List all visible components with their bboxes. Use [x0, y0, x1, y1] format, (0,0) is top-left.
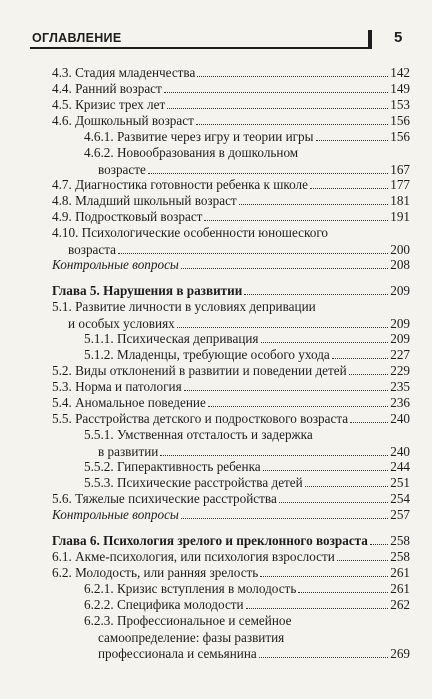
- toc-entry: [52, 507, 410, 524]
- leader-dots: [164, 81, 388, 93]
- toc-entry-title-cont: возрасте: [98, 161, 146, 177]
- leader-dots: [260, 565, 388, 577]
- toc-entry: [52, 491, 410, 508]
- leader-dots: [181, 507, 388, 519]
- leader-dots: [177, 316, 388, 328]
- page-number: 5: [394, 29, 403, 46]
- toc-entry-title: 5.1.2. Младенцы, требующие особого ухода: [84, 347, 330, 362]
- toc-entry-title: 4.7. Диагностика готовности ребенка к школе: [52, 177, 308, 192]
- toc-entry: [52, 395, 410, 412]
- toc-entry: [52, 209, 410, 226]
- leader-dots: [350, 411, 388, 423]
- leader-dots: [246, 597, 389, 609]
- leader-dots: [160, 444, 388, 456]
- leader-dots: [118, 242, 388, 254]
- toc-entry: [84, 129, 410, 146]
- toc-entry-title: 5.5. Расстройства детского и подросткового возраста: [52, 411, 349, 426]
- toc-entry: [52, 257, 410, 274]
- toc-entry-title: 6.2.1. Кризис вступления в молодость: [84, 581, 297, 596]
- toc-entry-page: 257: [390, 507, 410, 522]
- toc-entry: [84, 581, 410, 598]
- leader-dots: [305, 475, 389, 487]
- toc-entry: [84, 347, 410, 364]
- toc-entry-title: 4.6.1. Развитие через игру и теории игры: [84, 129, 314, 144]
- toc-entry-page: 258: [390, 549, 410, 564]
- toc-entry-page: 261: [390, 565, 410, 580]
- toc-entry-page: 208: [390, 257, 410, 272]
- leader-dots: [196, 113, 388, 125]
- toc-entry-title-cont: в развитии: [98, 443, 159, 459]
- leader-dots: [337, 549, 388, 561]
- leader-dots: [197, 65, 388, 77]
- toc-entry: [84, 597, 410, 614]
- running-header: [30, 28, 402, 48]
- toc-entry-page: 209: [390, 331, 410, 346]
- toc-entry: [52, 193, 410, 210]
- toc-entry-page: 244: [390, 459, 410, 474]
- toc-entry-page: 156: [390, 129, 410, 144]
- toc-entry-page: 235: [390, 379, 410, 394]
- toc-entry-page: 156: [390, 113, 410, 128]
- toc-entry-title: 5.3. Норма и патология: [52, 379, 182, 394]
- leader-dots: [184, 379, 389, 391]
- toc-entry-title: 4.6. Дошкольный возраст: [52, 113, 194, 128]
- toc-entry-title: 5.4. Аномальное поведение: [52, 395, 206, 410]
- toc-entry: [52, 97, 410, 114]
- toc-chapter-title: Глава 5. Нарушения в развитии: [52, 283, 243, 298]
- toc-entry: [52, 363, 410, 380]
- toc-entry-title: 5.5.1. Умственная отсталость и задержка: [84, 427, 313, 442]
- toc-entry-title: 5.5.2. Гиперактивность ребенка: [84, 459, 261, 474]
- header-rule: [30, 47, 370, 49]
- leader-dots: [239, 193, 389, 205]
- leader-dots: [332, 347, 388, 359]
- toc-entry-page: 236: [390, 395, 410, 410]
- toc-entry: [52, 299, 410, 332]
- toc-entry-page: 269: [390, 646, 410, 661]
- header-title: ОГЛАВЛЕНИЕ: [32, 31, 122, 45]
- leader-dots: [263, 459, 389, 471]
- toc-chapter-title: Глава 6. Психология зрелого и преклонного возраста: [52, 533, 368, 548]
- toc-entry-page: 240: [390, 443, 410, 459]
- toc-entry-title: 5.1. Развитие личности в условиях депривации: [52, 299, 316, 314]
- toc-entry-title: 5.6. Тяжелые психические расстройства: [52, 491, 277, 506]
- toc-entry-title: 4.3. Стадия младенчества: [52, 65, 196, 80]
- toc-entry: [52, 65, 410, 82]
- toc-entry-title: 4.9. Подростковый возраст: [52, 209, 203, 224]
- toc-entry-title: Контрольные вопросы: [52, 507, 179, 522]
- toc-chapter-entry: [52, 283, 410, 300]
- toc-entry-page: 240: [390, 411, 410, 426]
- toc-entry-page: 153: [390, 97, 410, 112]
- leader-dots: [370, 533, 388, 545]
- toc-entry-page: 209: [390, 283, 410, 298]
- toc-entry-page: 142: [390, 65, 410, 80]
- header-rule-end-mark: [368, 30, 372, 49]
- toc-entry-page: 209: [390, 315, 410, 331]
- toc-entry-title: 5.1.1. Психическая депривация: [84, 331, 259, 346]
- toc-chapter-entry: [52, 533, 410, 550]
- toc-entry-title: 4.5. Кризис трех лет: [52, 97, 166, 112]
- toc-entry: [52, 177, 410, 194]
- toc-entry-page: 149: [390, 81, 410, 96]
- toc-entry-page: 181: [390, 193, 410, 208]
- toc-entry: [84, 613, 410, 663]
- toc-entry: [52, 113, 410, 130]
- toc-entry-page: 227: [390, 347, 410, 362]
- toc-entry: [84, 475, 410, 492]
- toc-entry: [52, 81, 410, 98]
- toc-entry-page: 254: [390, 491, 410, 506]
- toc-entry-page: 229: [390, 363, 410, 378]
- toc-entry-title: 5.2. Виды отклонений в развитии и поведении детей: [52, 363, 347, 378]
- toc-entry-page: 251: [390, 475, 410, 490]
- toc-entry: [84, 331, 410, 348]
- toc-entry: [52, 225, 410, 258]
- toc-entry: [52, 379, 410, 396]
- toc-entry-title: 4.4. Ранний возраст: [52, 81, 162, 96]
- toc-entry-page: 167: [390, 161, 410, 177]
- toc-entry-page: 191: [390, 209, 410, 224]
- toc-entry-title: Контрольные вопросы: [52, 257, 179, 272]
- leader-dots: [208, 395, 388, 407]
- toc-entry: [84, 427, 410, 460]
- toc-entry-title: 4.8. Младший школьный возраст: [52, 193, 237, 208]
- toc-entry: [52, 565, 410, 582]
- leader-dots: [259, 646, 388, 658]
- toc-entry-title-cont: самоопределение: фазы развития: [98, 629, 285, 645]
- toc-entry: [52, 411, 410, 428]
- toc-entry-page: 258: [390, 533, 410, 548]
- leader-dots: [316, 129, 389, 141]
- leader-dots: [167, 97, 388, 109]
- leader-dots: [261, 331, 389, 343]
- toc-entry-title: 5.5.3. Психические расстройства детей: [84, 475, 303, 490]
- toc-entry: [52, 549, 410, 566]
- toc-entry-title: 6.2. Молодость, или ранняя зрелость: [52, 565, 259, 580]
- leader-dots: [349, 363, 389, 375]
- toc-entry-page: 262: [390, 597, 410, 612]
- toc-entry-title: 4.6.2. Новообразования в дошкольном: [84, 145, 299, 160]
- toc-entry-page: 177: [390, 177, 410, 192]
- toc-entry: [84, 145, 410, 178]
- toc-entry-title: 4.10. Психологические особенности юношеского: [52, 225, 329, 240]
- leader-dots: [204, 209, 388, 221]
- leader-dots: [310, 177, 388, 189]
- toc-entry-title: 6.2.3. Профессиональное и семейное: [84, 613, 292, 628]
- leader-dots: [279, 491, 388, 503]
- toc-entry-title-cont: возраста: [68, 241, 117, 257]
- toc-entry-title: 6.1. Акме-психология, или психология взрослости: [52, 549, 335, 564]
- leader-dots: [148, 162, 388, 174]
- toc-entry-title-cont: и особых условиях: [68, 315, 175, 331]
- toc-entry-page: 261: [390, 581, 410, 596]
- leader-dots: [181, 257, 388, 269]
- toc-entry-page: 200: [390, 241, 410, 257]
- toc-entry-title: 6.2.2. Специфика молодости: [84, 597, 244, 612]
- leader-dots: [244, 283, 388, 295]
- toc-entry: [84, 459, 410, 476]
- leader-dots: [298, 581, 388, 593]
- toc-entry-title-cont: профессионала и семьянина: [98, 646, 257, 661]
